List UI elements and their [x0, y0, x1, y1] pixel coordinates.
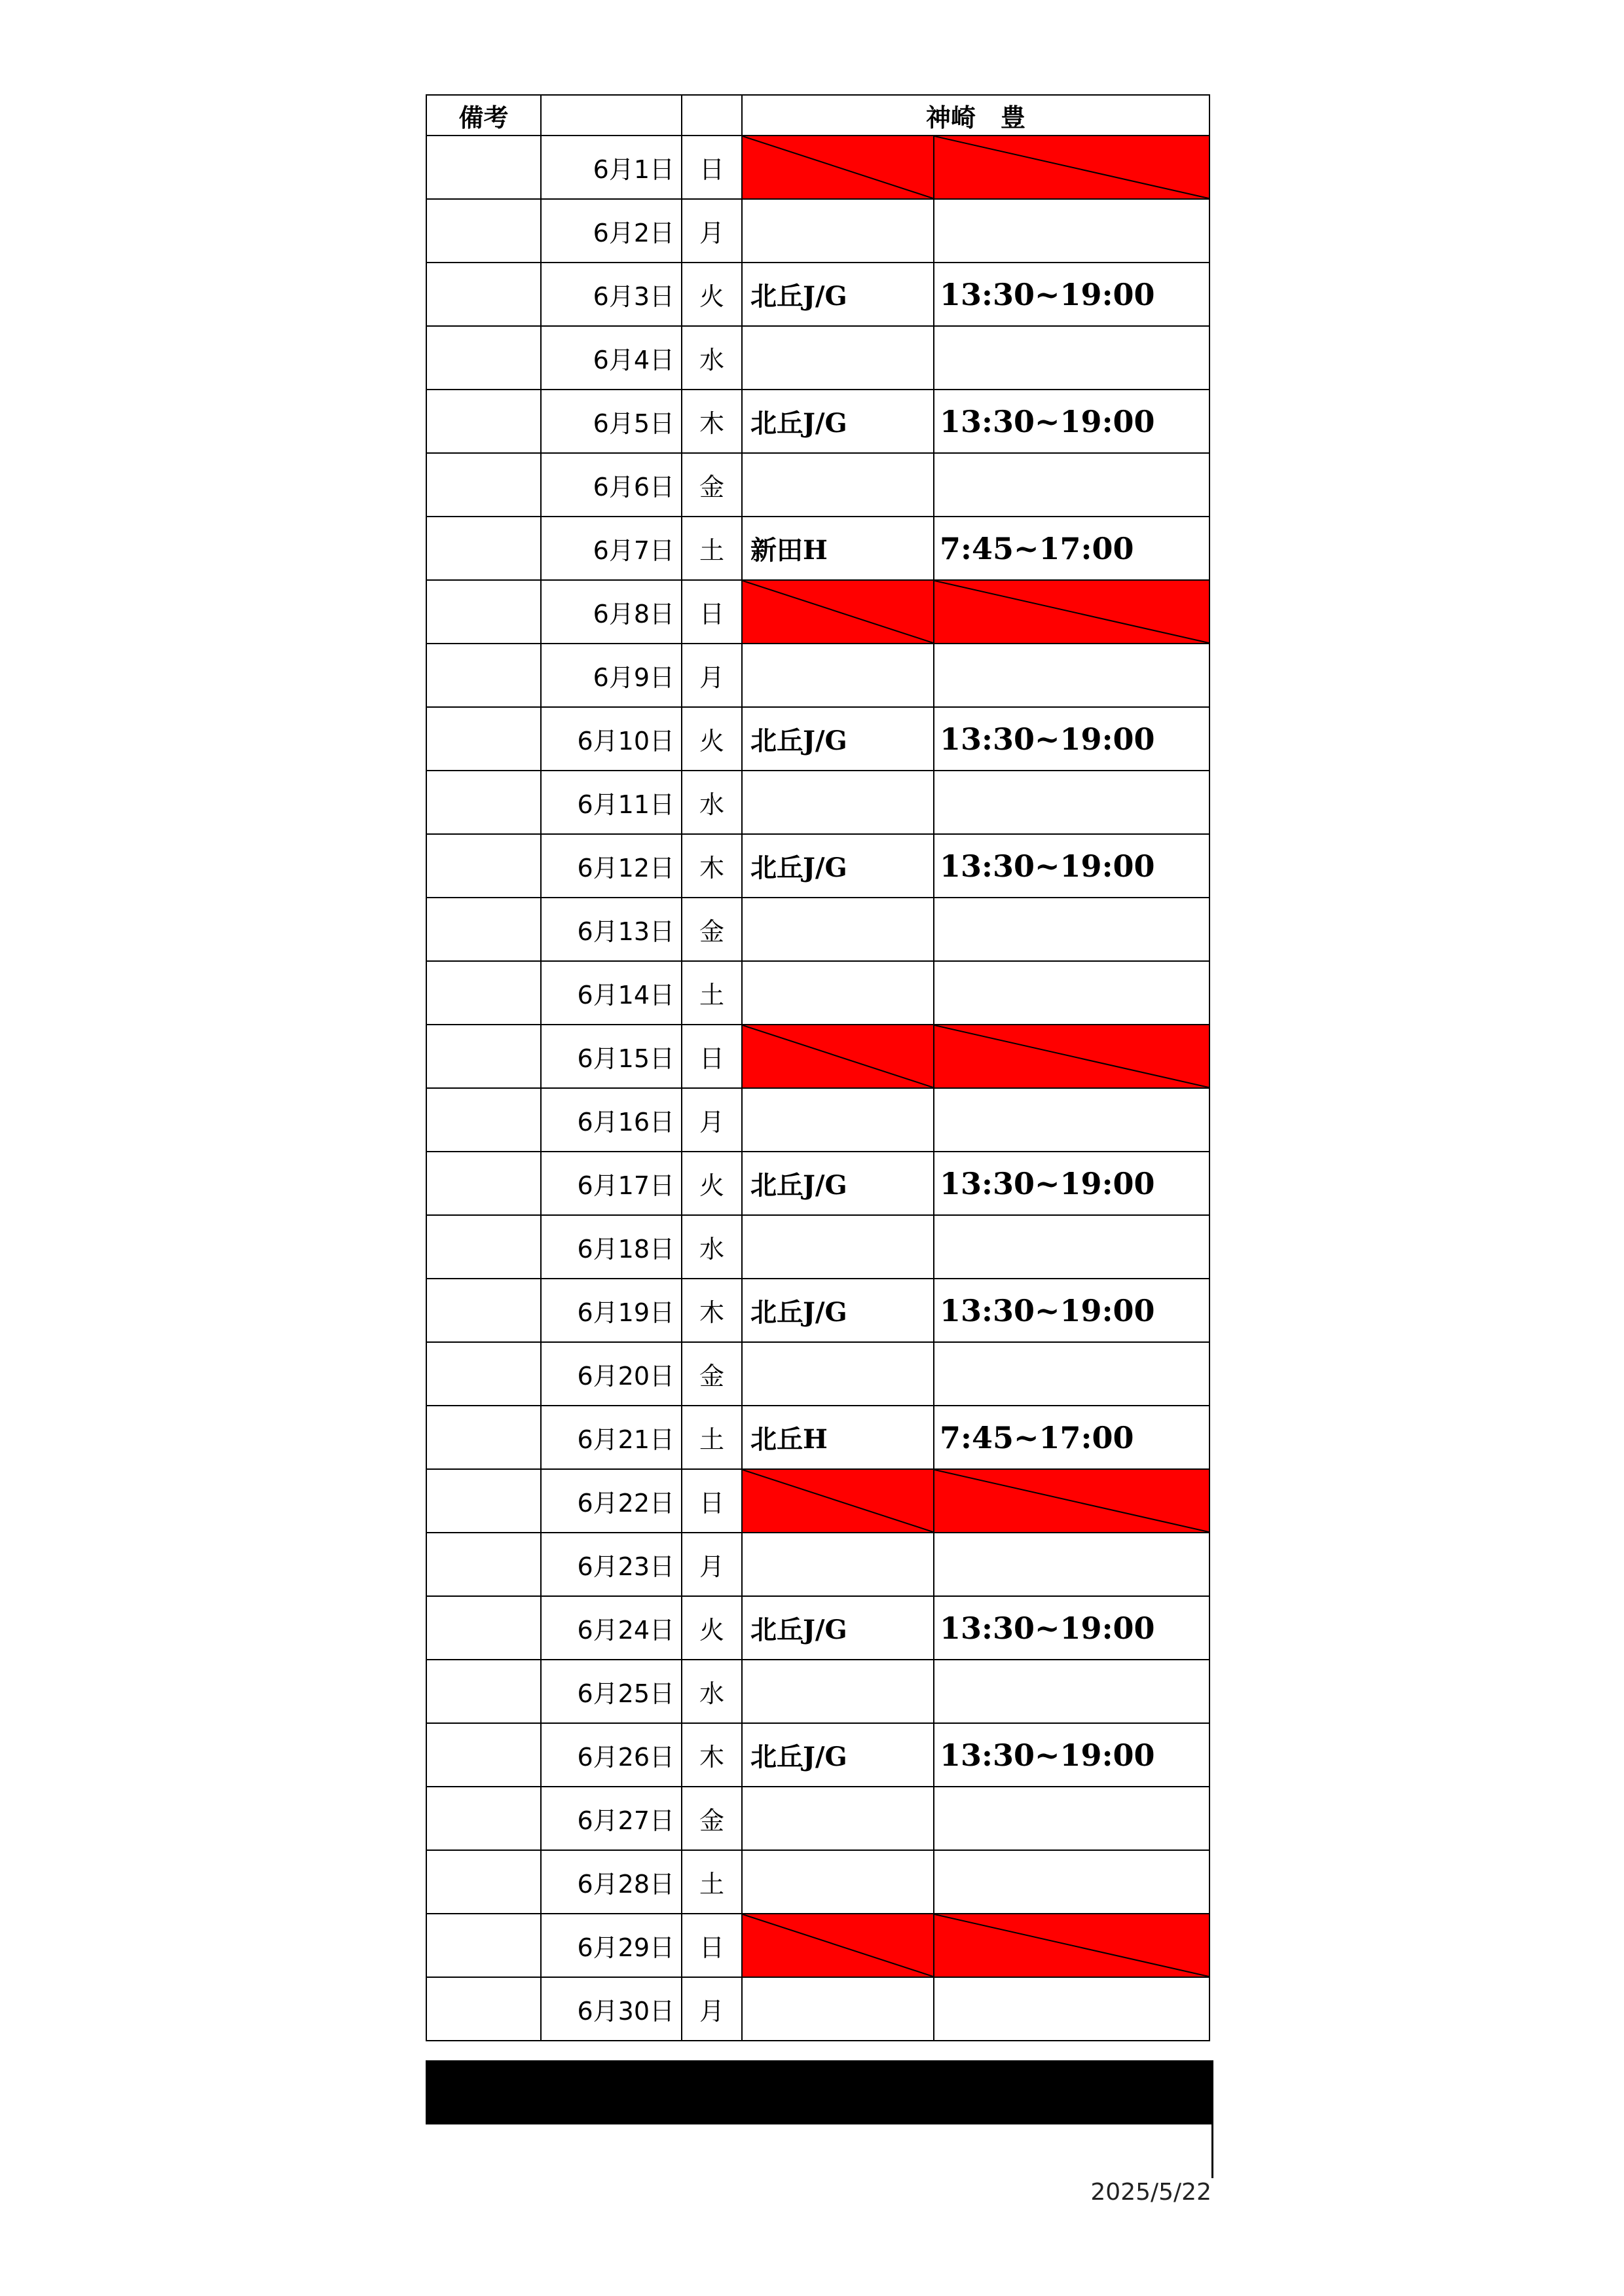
diagonal-strike-icon	[743, 1470, 933, 1532]
footer-bar	[426, 2060, 1213, 2124]
notes-cell	[426, 1469, 541, 1533]
date-cell: 6月11日	[541, 771, 682, 834]
date-cell: 6月15日	[541, 1025, 682, 1088]
staff-name-header: 神崎 豊	[742, 95, 1209, 136]
date-cell: 6月24日	[541, 1596, 682, 1660]
date-cell: 6月2日	[541, 199, 682, 263]
day-of-week-cell: 水	[682, 1215, 742, 1279]
schedule-row	[426, 517, 1209, 580]
time-cell: 13:30~19:00	[934, 1152, 1209, 1215]
time-cell: 13:30~19:00	[934, 1596, 1209, 1660]
schedule-rows	[426, 136, 1209, 2041]
location-cell	[742, 1533, 934, 1596]
dow-header	[682, 95, 742, 136]
time-cell	[934, 136, 1209, 199]
date-cell: 6月22日	[541, 1469, 682, 1533]
diagonal-strike-icon	[743, 1025, 933, 1087]
notes-cell	[426, 136, 541, 199]
day-of-week-cell: 日	[682, 1914, 742, 1977]
location-cell	[742, 1850, 934, 1914]
schedule-row	[426, 1406, 1209, 1469]
diagonal-strike-icon	[743, 581, 933, 643]
date-cell: 6月21日	[541, 1406, 682, 1469]
day-of-week-cell: 火	[682, 707, 742, 771]
day-of-week-cell: 木	[682, 1279, 742, 1342]
time-cell	[934, 1215, 1209, 1279]
print-date: 2025/5/22	[1090, 2179, 1211, 2206]
diagonal-strike-icon	[934, 1470, 1209, 1532]
notes-cell	[426, 199, 541, 263]
schedule-row	[426, 1152, 1209, 1215]
schedule-row	[426, 834, 1209, 898]
time-cell: 13:30~19:00	[934, 1723, 1209, 1787]
day-of-week-cell: 火	[682, 1152, 742, 1215]
date-cell: 6月12日	[541, 834, 682, 898]
date-cell: 6月18日	[541, 1215, 682, 1279]
notes-cell	[426, 961, 541, 1025]
schedule-row	[426, 136, 1209, 199]
schedule-table	[426, 94, 1210, 2041]
day-of-week-cell: 木	[682, 390, 742, 453]
day-of-week-cell: 土	[682, 961, 742, 1025]
location-cell	[742, 199, 934, 263]
location-cell: 新田H	[742, 517, 934, 580]
day-of-week-cell: 木	[682, 834, 742, 898]
schedule-row	[426, 1596, 1209, 1660]
date-cell: 6月9日	[541, 644, 682, 707]
location-cell	[742, 1469, 934, 1533]
time-cell	[934, 1850, 1209, 1914]
diagonal-strike-icon	[934, 1025, 1209, 1087]
day-of-week-cell: 月	[682, 1977, 742, 2041]
date-cell: 6月8日	[541, 580, 682, 644]
time-cell: 13:30~19:00	[934, 263, 1209, 326]
time-cell	[934, 199, 1209, 263]
time-cell	[934, 961, 1209, 1025]
date-cell: 6月25日	[541, 1660, 682, 1723]
date-cell: 6月14日	[541, 961, 682, 1025]
date-cell: 6月6日	[541, 453, 682, 517]
schedule-row	[426, 1850, 1209, 1914]
date-cell: 6月4日	[541, 326, 682, 390]
date-cell: 6月5日	[541, 390, 682, 453]
notes-cell	[426, 263, 541, 326]
notes-cell	[426, 1152, 541, 1215]
schedule-row	[426, 1025, 1209, 1088]
day-of-week-cell: 日	[682, 136, 742, 199]
location-cell: 北丘J/G	[742, 1152, 934, 1215]
notes-cell	[426, 1787, 541, 1850]
notes-cell	[426, 1406, 541, 1469]
time-cell	[934, 1469, 1209, 1533]
diagonal-strike-icon	[743, 136, 933, 198]
day-of-week-cell: 金	[682, 898, 742, 961]
date-cell: 6月10日	[541, 707, 682, 771]
date-cell: 6月20日	[541, 1342, 682, 1406]
location-cell: 北丘J/G	[742, 834, 934, 898]
day-of-week-cell: 月	[682, 644, 742, 707]
notes-cell	[426, 898, 541, 961]
day-of-week-cell: 金	[682, 453, 742, 517]
notes-cell	[426, 1914, 541, 1977]
schedule-row	[426, 263, 1209, 326]
date-cell: 6月13日	[541, 898, 682, 961]
date-cell: 6月17日	[541, 1152, 682, 1215]
notes-cell	[426, 453, 541, 517]
time-cell	[934, 1787, 1209, 1850]
day-of-week-cell: 土	[682, 1406, 742, 1469]
time-cell	[934, 1977, 1209, 2041]
notes-cell	[426, 644, 541, 707]
notes-cell	[426, 326, 541, 390]
location-cell: 北丘J/G	[742, 707, 934, 771]
day-of-week-cell: 月	[682, 1533, 742, 1596]
diagonal-strike-icon	[743, 1914, 933, 1977]
day-of-week-cell: 木	[682, 1723, 742, 1787]
time-cell	[934, 580, 1209, 644]
day-of-week-cell: 土	[682, 1850, 742, 1914]
schedule-row	[426, 1215, 1209, 1279]
time-cell: 13:30~19:00	[934, 1279, 1209, 1342]
time-cell	[934, 453, 1209, 517]
schedule-row	[426, 390, 1209, 453]
day-of-week-cell: 金	[682, 1787, 742, 1850]
schedule-row	[426, 1088, 1209, 1152]
notes-header: 備考	[426, 95, 541, 136]
schedule-row	[426, 1469, 1209, 1533]
diagonal-strike-icon	[934, 1914, 1209, 1977]
notes-cell	[426, 1025, 541, 1088]
schedule-row	[426, 898, 1209, 961]
day-of-week-cell: 土	[682, 517, 742, 580]
location-cell: 北丘J/G	[742, 1279, 934, 1342]
location-cell	[742, 644, 934, 707]
schedule-row	[426, 1914, 1209, 1977]
location-cell	[742, 1787, 934, 1850]
schedule-row	[426, 644, 1209, 707]
location-cell: 北丘J/G	[742, 1723, 934, 1787]
time-cell	[934, 898, 1209, 961]
day-of-week-cell: 水	[682, 1660, 742, 1723]
location-cell	[742, 580, 934, 644]
schedule-row	[426, 1342, 1209, 1406]
day-of-week-cell: 月	[682, 1088, 742, 1152]
notes-cell	[426, 580, 541, 644]
location-cell	[742, 326, 934, 390]
notes-cell	[426, 1660, 541, 1723]
day-of-week-cell: 水	[682, 326, 742, 390]
day-of-week-cell: 日	[682, 580, 742, 644]
schedule-row	[426, 1533, 1209, 1596]
time-cell: 13:30~19:00	[934, 834, 1209, 898]
date-cell: 6月16日	[541, 1088, 682, 1152]
schedule-row	[426, 1660, 1209, 1723]
schedule-row	[426, 1977, 1209, 2041]
location-cell	[742, 1025, 934, 1088]
notes-cell	[426, 1977, 541, 2041]
time-cell: 7:45~17:00	[934, 1406, 1209, 1469]
date-header	[541, 95, 682, 136]
schedule-row	[426, 1723, 1209, 1787]
notes-cell	[426, 390, 541, 453]
schedule-row	[426, 1279, 1209, 1342]
schedule-row	[426, 580, 1209, 644]
date-cell: 6月19日	[541, 1279, 682, 1342]
date-cell: 6月30日	[541, 1977, 682, 2041]
location-cell	[742, 1914, 934, 1977]
time-cell	[934, 1914, 1209, 1977]
date-cell: 6月27日	[541, 1787, 682, 1850]
diagonal-strike-icon	[934, 136, 1209, 198]
location-cell	[742, 1660, 934, 1723]
footer-border-line	[1211, 2124, 1213, 2178]
notes-cell	[426, 1215, 541, 1279]
location-cell	[742, 1977, 934, 2041]
location-cell	[742, 1215, 934, 1279]
date-cell: 6月29日	[541, 1914, 682, 1977]
location-cell	[742, 1088, 934, 1152]
time-cell	[934, 1660, 1209, 1723]
time-cell: 13:30~19:00	[934, 390, 1209, 453]
location-cell: 北丘J/G	[742, 390, 934, 453]
location-cell	[742, 136, 934, 199]
location-cell: 北丘J/G	[742, 1596, 934, 1660]
day-of-week-cell: 火	[682, 263, 742, 326]
day-of-week-cell: 水	[682, 771, 742, 834]
time-cell	[934, 1533, 1209, 1596]
notes-cell	[426, 517, 541, 580]
day-of-week-cell: 火	[682, 1596, 742, 1660]
schedule-row	[426, 326, 1209, 390]
date-cell: 6月23日	[541, 1533, 682, 1596]
location-cell: 北丘J/G	[742, 263, 934, 326]
schedule-row	[426, 1787, 1209, 1850]
diagonal-strike-icon	[934, 581, 1209, 643]
day-of-week-cell: 月	[682, 199, 742, 263]
notes-cell	[426, 1279, 541, 1342]
notes-cell	[426, 1850, 541, 1914]
date-cell: 6月7日	[541, 517, 682, 580]
time-cell	[934, 771, 1209, 834]
time-cell	[934, 644, 1209, 707]
date-cell: 6月1日	[541, 136, 682, 199]
day-of-week-cell: 日	[682, 1469, 742, 1533]
notes-cell	[426, 1723, 541, 1787]
location-cell	[742, 961, 934, 1025]
notes-cell	[426, 1533, 541, 1596]
time-cell: 7:45~17:00	[934, 517, 1209, 580]
notes-cell	[426, 1596, 541, 1660]
time-cell	[934, 1025, 1209, 1088]
day-of-week-cell: 金	[682, 1342, 742, 1406]
date-cell: 6月28日	[541, 1850, 682, 1914]
schedule-row	[426, 453, 1209, 517]
day-of-week-cell: 日	[682, 1025, 742, 1088]
location-cell	[742, 1342, 934, 1406]
header-row	[426, 95, 1209, 136]
location-cell	[742, 771, 934, 834]
time-cell	[934, 1342, 1209, 1406]
notes-cell	[426, 834, 541, 898]
schedule-row	[426, 771, 1209, 834]
time-cell: 13:30~19:00	[934, 707, 1209, 771]
notes-cell	[426, 707, 541, 771]
time-cell	[934, 326, 1209, 390]
notes-cell	[426, 1088, 541, 1152]
time-cell	[934, 1088, 1209, 1152]
location-cell	[742, 453, 934, 517]
notes-cell	[426, 771, 541, 834]
location-cell: 北丘H	[742, 1406, 934, 1469]
schedule-row	[426, 707, 1209, 771]
date-cell: 6月26日	[541, 1723, 682, 1787]
notes-cell	[426, 1342, 541, 1406]
schedule-row	[426, 199, 1209, 263]
date-cell: 6月3日	[541, 263, 682, 326]
location-cell	[742, 898, 934, 961]
schedule-row	[426, 961, 1209, 1025]
